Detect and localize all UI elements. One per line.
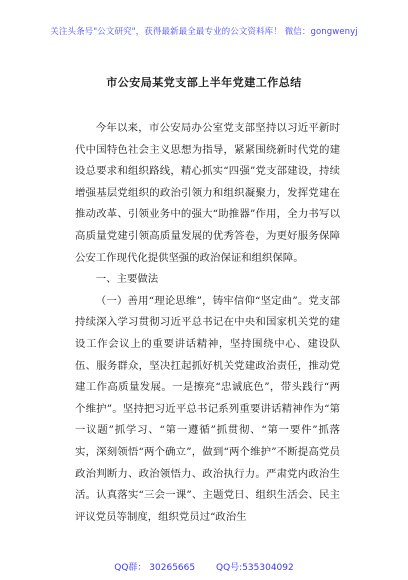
document-body xyxy=(75,118,340,528)
intro-paragraph: 今年以来，市公安局办公室党支部坚持以习近平新时代中国特色社会主义思想为指导，紧紧围绕新时代党的建设总要求和组织路线，精心抓实“四强”党支部建设，持续增强基层党组织的政治引领力和组织凝聚力，发挥党建在推动改革、引领业务中的强大“助推器”作用，全力书写以高质量党建引领高质量发展的优秀答卷，为更好服务保障公安工作现代化提供坚强的政治保证和组织保障。 xyxy=(75,122,340,264)
footer-contact xyxy=(0,560,408,573)
section-heading: 一、主要做法 xyxy=(95,273,159,286)
document-title: 市公安局某党支部上半年党建工作总结 xyxy=(106,76,302,89)
footer-qq-group: QQ群： 30265665 xyxy=(114,563,196,573)
footer-qq-number: QQ号:535304092 xyxy=(215,563,294,573)
header-watermark-note: 关注头条号"公文研究"，获得最新最全最专业的公文资料库！ 微信：gongwenyj xyxy=(50,27,358,37)
body-paragraph: （一）善用“理论思维”，铸牢信仰“坚定曲”。党支部持续深入学习贯彻习近平总书记在中央和国家机关党的建设工作会议上的重要讲话精神，坚持围绕中心、建设队伍、服务群众，坚决扛起抓好机关党建政治责任，推动党建工作高质量发展。一是擦亮“忠诚底色”，带头践行“两个维护”。坚持把习近平总书记系列重要讲话精神作为“第一议题”抓学习、“第一遵循”抓贯彻、“第一要件”抓落实，深刻领悟“两个确立”，做到“两个维护”不断提高党员政治判断力、政治领悟力、政治执行力。严肃党内政治生活。认真落实“三会一课”、主题党日、组织生活会、民主评议党员等制度，组织党员过“政治生 xyxy=(75,294,340,523)
